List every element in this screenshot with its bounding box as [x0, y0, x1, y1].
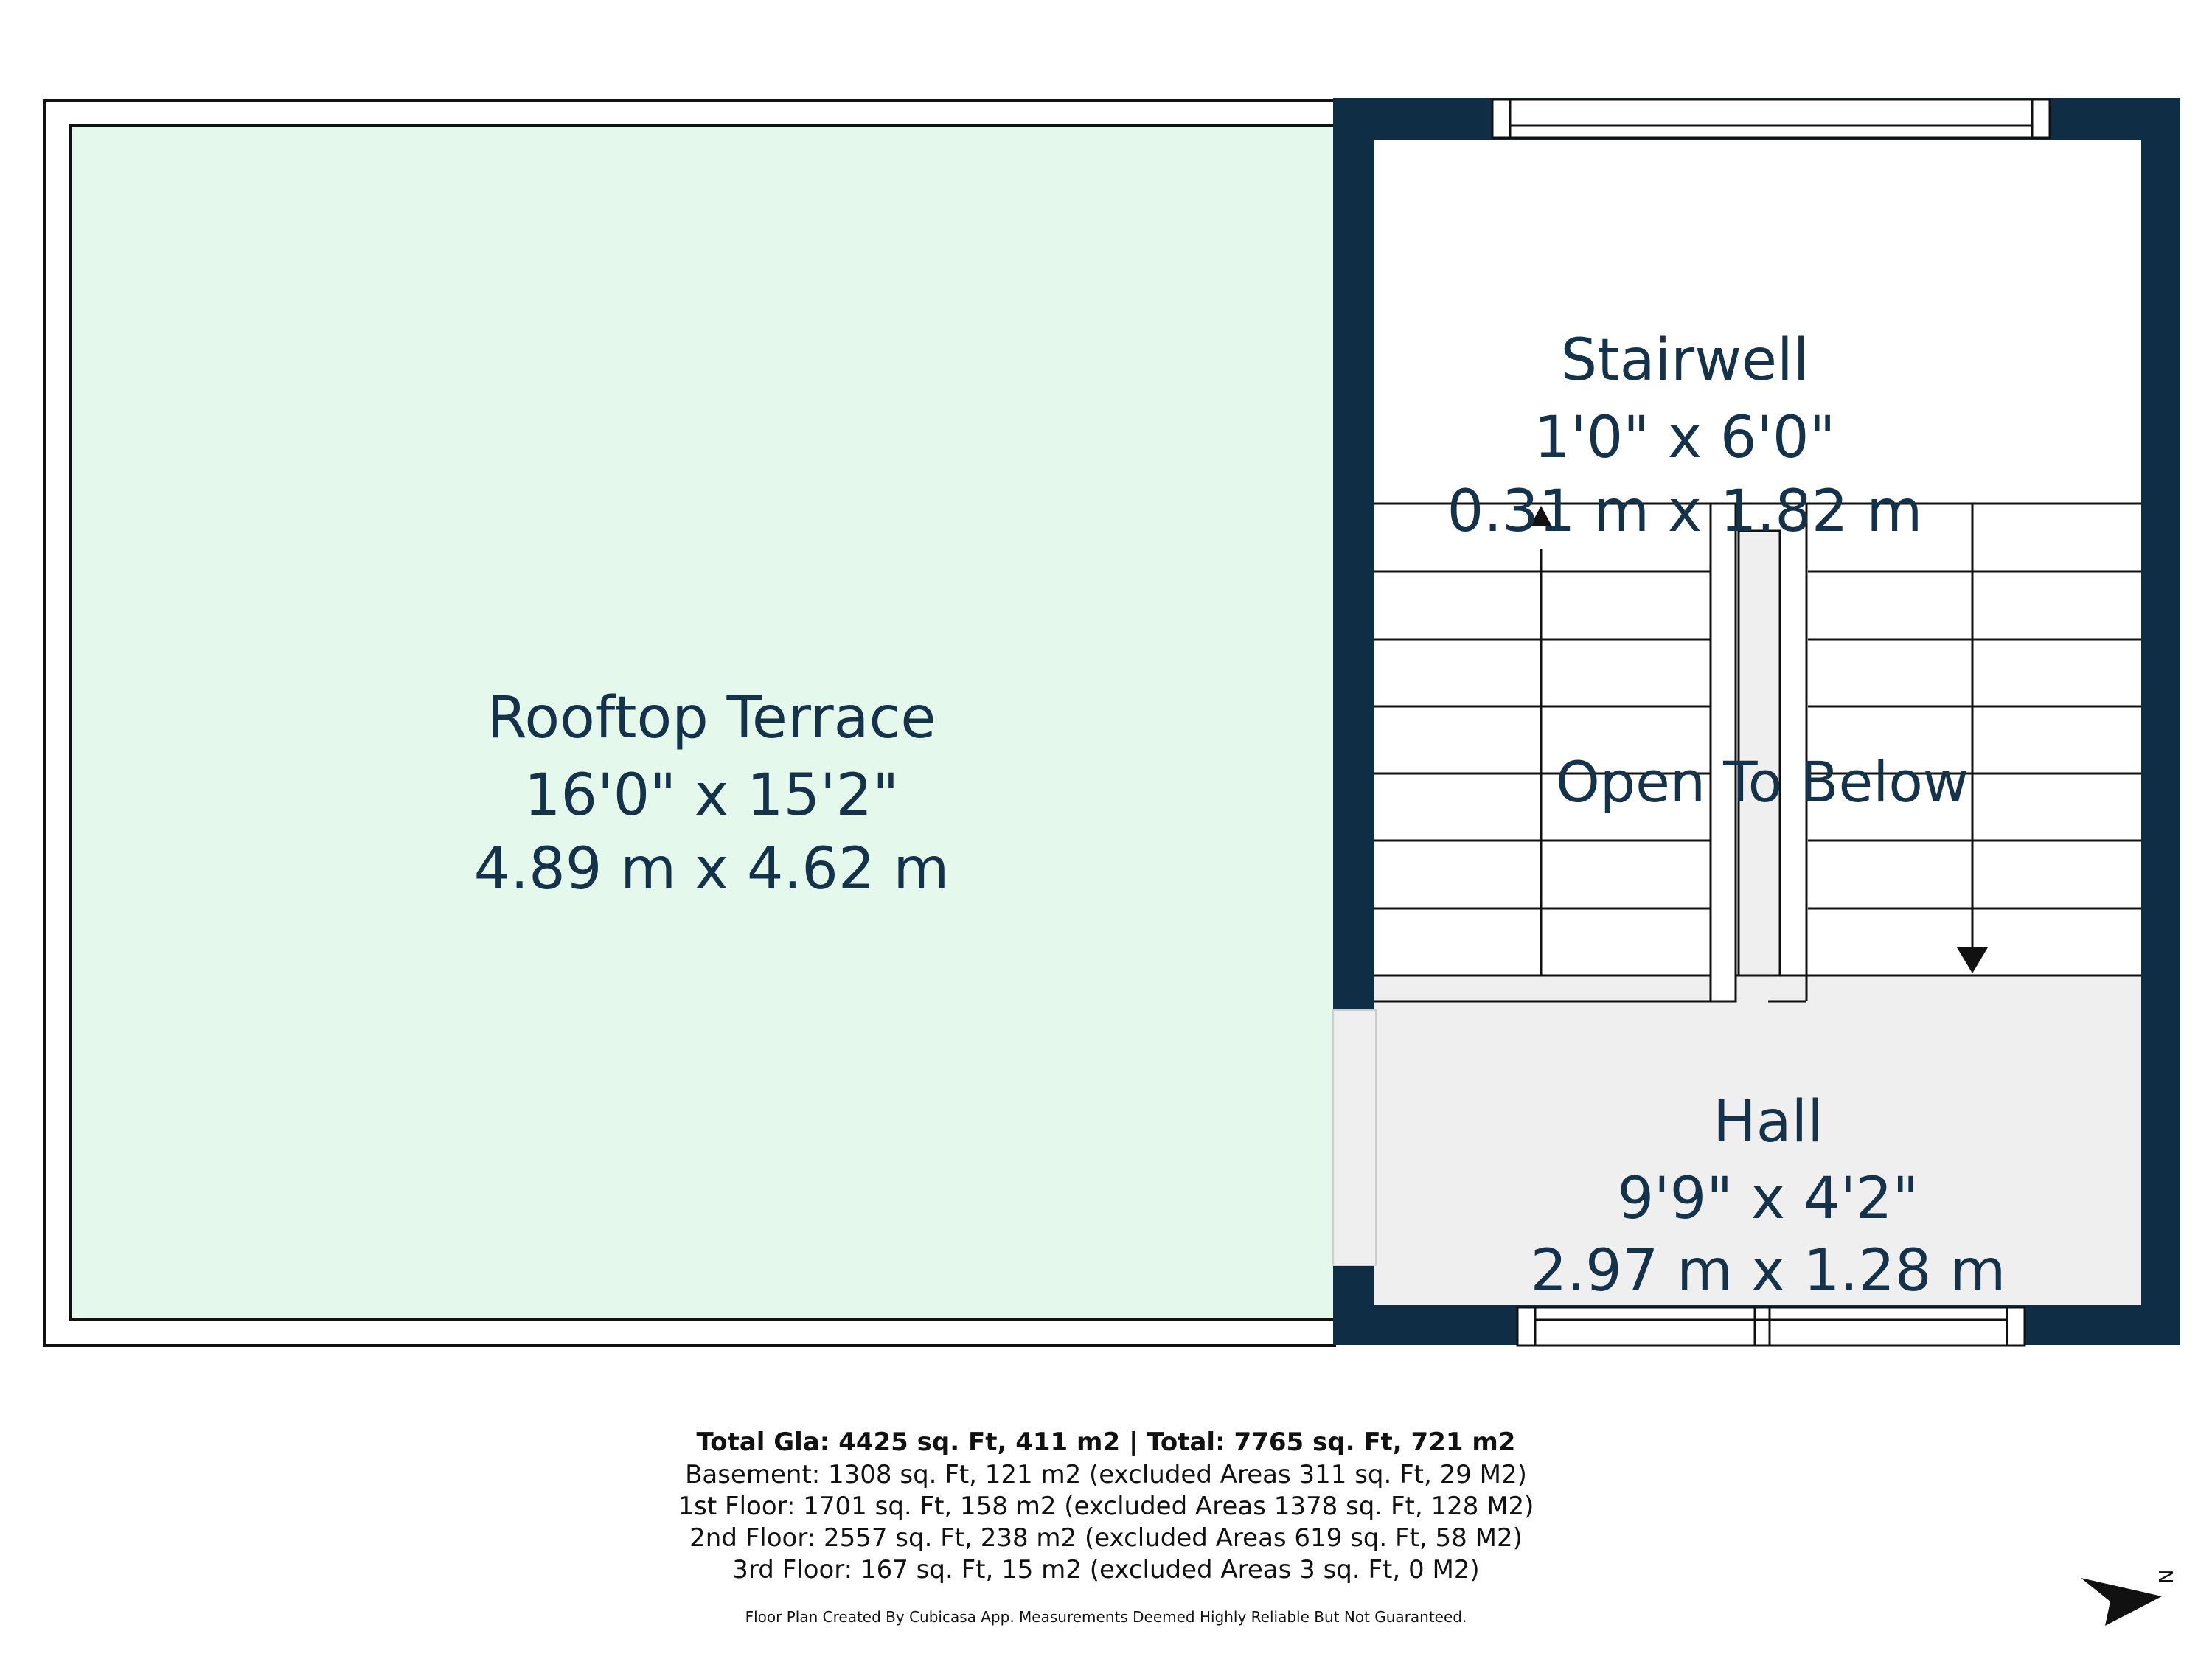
hall-name: Hall — [1713, 1089, 1823, 1155]
open-to-below-label: Open To Below — [1556, 749, 1969, 815]
rooftop-terrace-dim-imperial: 16'0" x 15'2" — [524, 762, 900, 829]
rooftop-terrace-name: Rooftop Terrace — [487, 685, 936, 751]
terrace-door-opening — [1333, 1010, 1376, 1265]
stairwell-name: Stairwell — [1560, 327, 1809, 394]
hall-dim-imperial: 9'9" x 4'2" — [1617, 1166, 1919, 1232]
stairwell-dim-imperial: 1'0" x 6'0" — [1534, 405, 1836, 471]
floor-area-2nd: 2nd Floor: 2557 sq. Ft, 238 m2 (excluded Areas 619 sq. Ft, 58 M2) — [689, 1523, 1523, 1553]
hall-dim-metric: 2.97 m x 1.28 m — [1530, 1238, 2006, 1304]
stairwell-dim-metric: 0.31 m x 1.82 m — [1447, 479, 1923, 545]
bottom-window — [1517, 1307, 2025, 1346]
top-window — [1492, 100, 2050, 138]
floor-area-1st: 1st Floor: 1701 sq. Ft, 158 m2 (excluded Areas 1378 sq. Ft, 128 M2) — [678, 1492, 1534, 1521]
north-arrow-label: N — [2156, 1569, 2178, 1584]
rooftop-terrace-room — [44, 100, 1335, 1346]
total-area-summary: Total Gla: 4425 sq. Ft, 411 m2 | Total: 7765 sq. Ft, 721 m2 — [696, 1427, 1516, 1457]
floor-area-list — [0, 1459, 2212, 1586]
disclaimer: Floor Plan Created By Cubicasa App. Measurements Deemed Highly Reliable But Not Guaranteed. — [745, 1608, 1467, 1626]
rooftop-terrace-dim-metric: 4.89 m x 4.62 m — [473, 836, 950, 902]
floor-area-basement: Basement: 1308 sq. Ft, 121 m2 (excluded Areas 311 sq. Ft, 29 M2) — [685, 1460, 1527, 1489]
floor-area-3rd: 3rd Floor: 167 sq. Ft, 15 m2 (excluded Areas 3 sq. Ft, 0 M2) — [732, 1555, 1480, 1585]
